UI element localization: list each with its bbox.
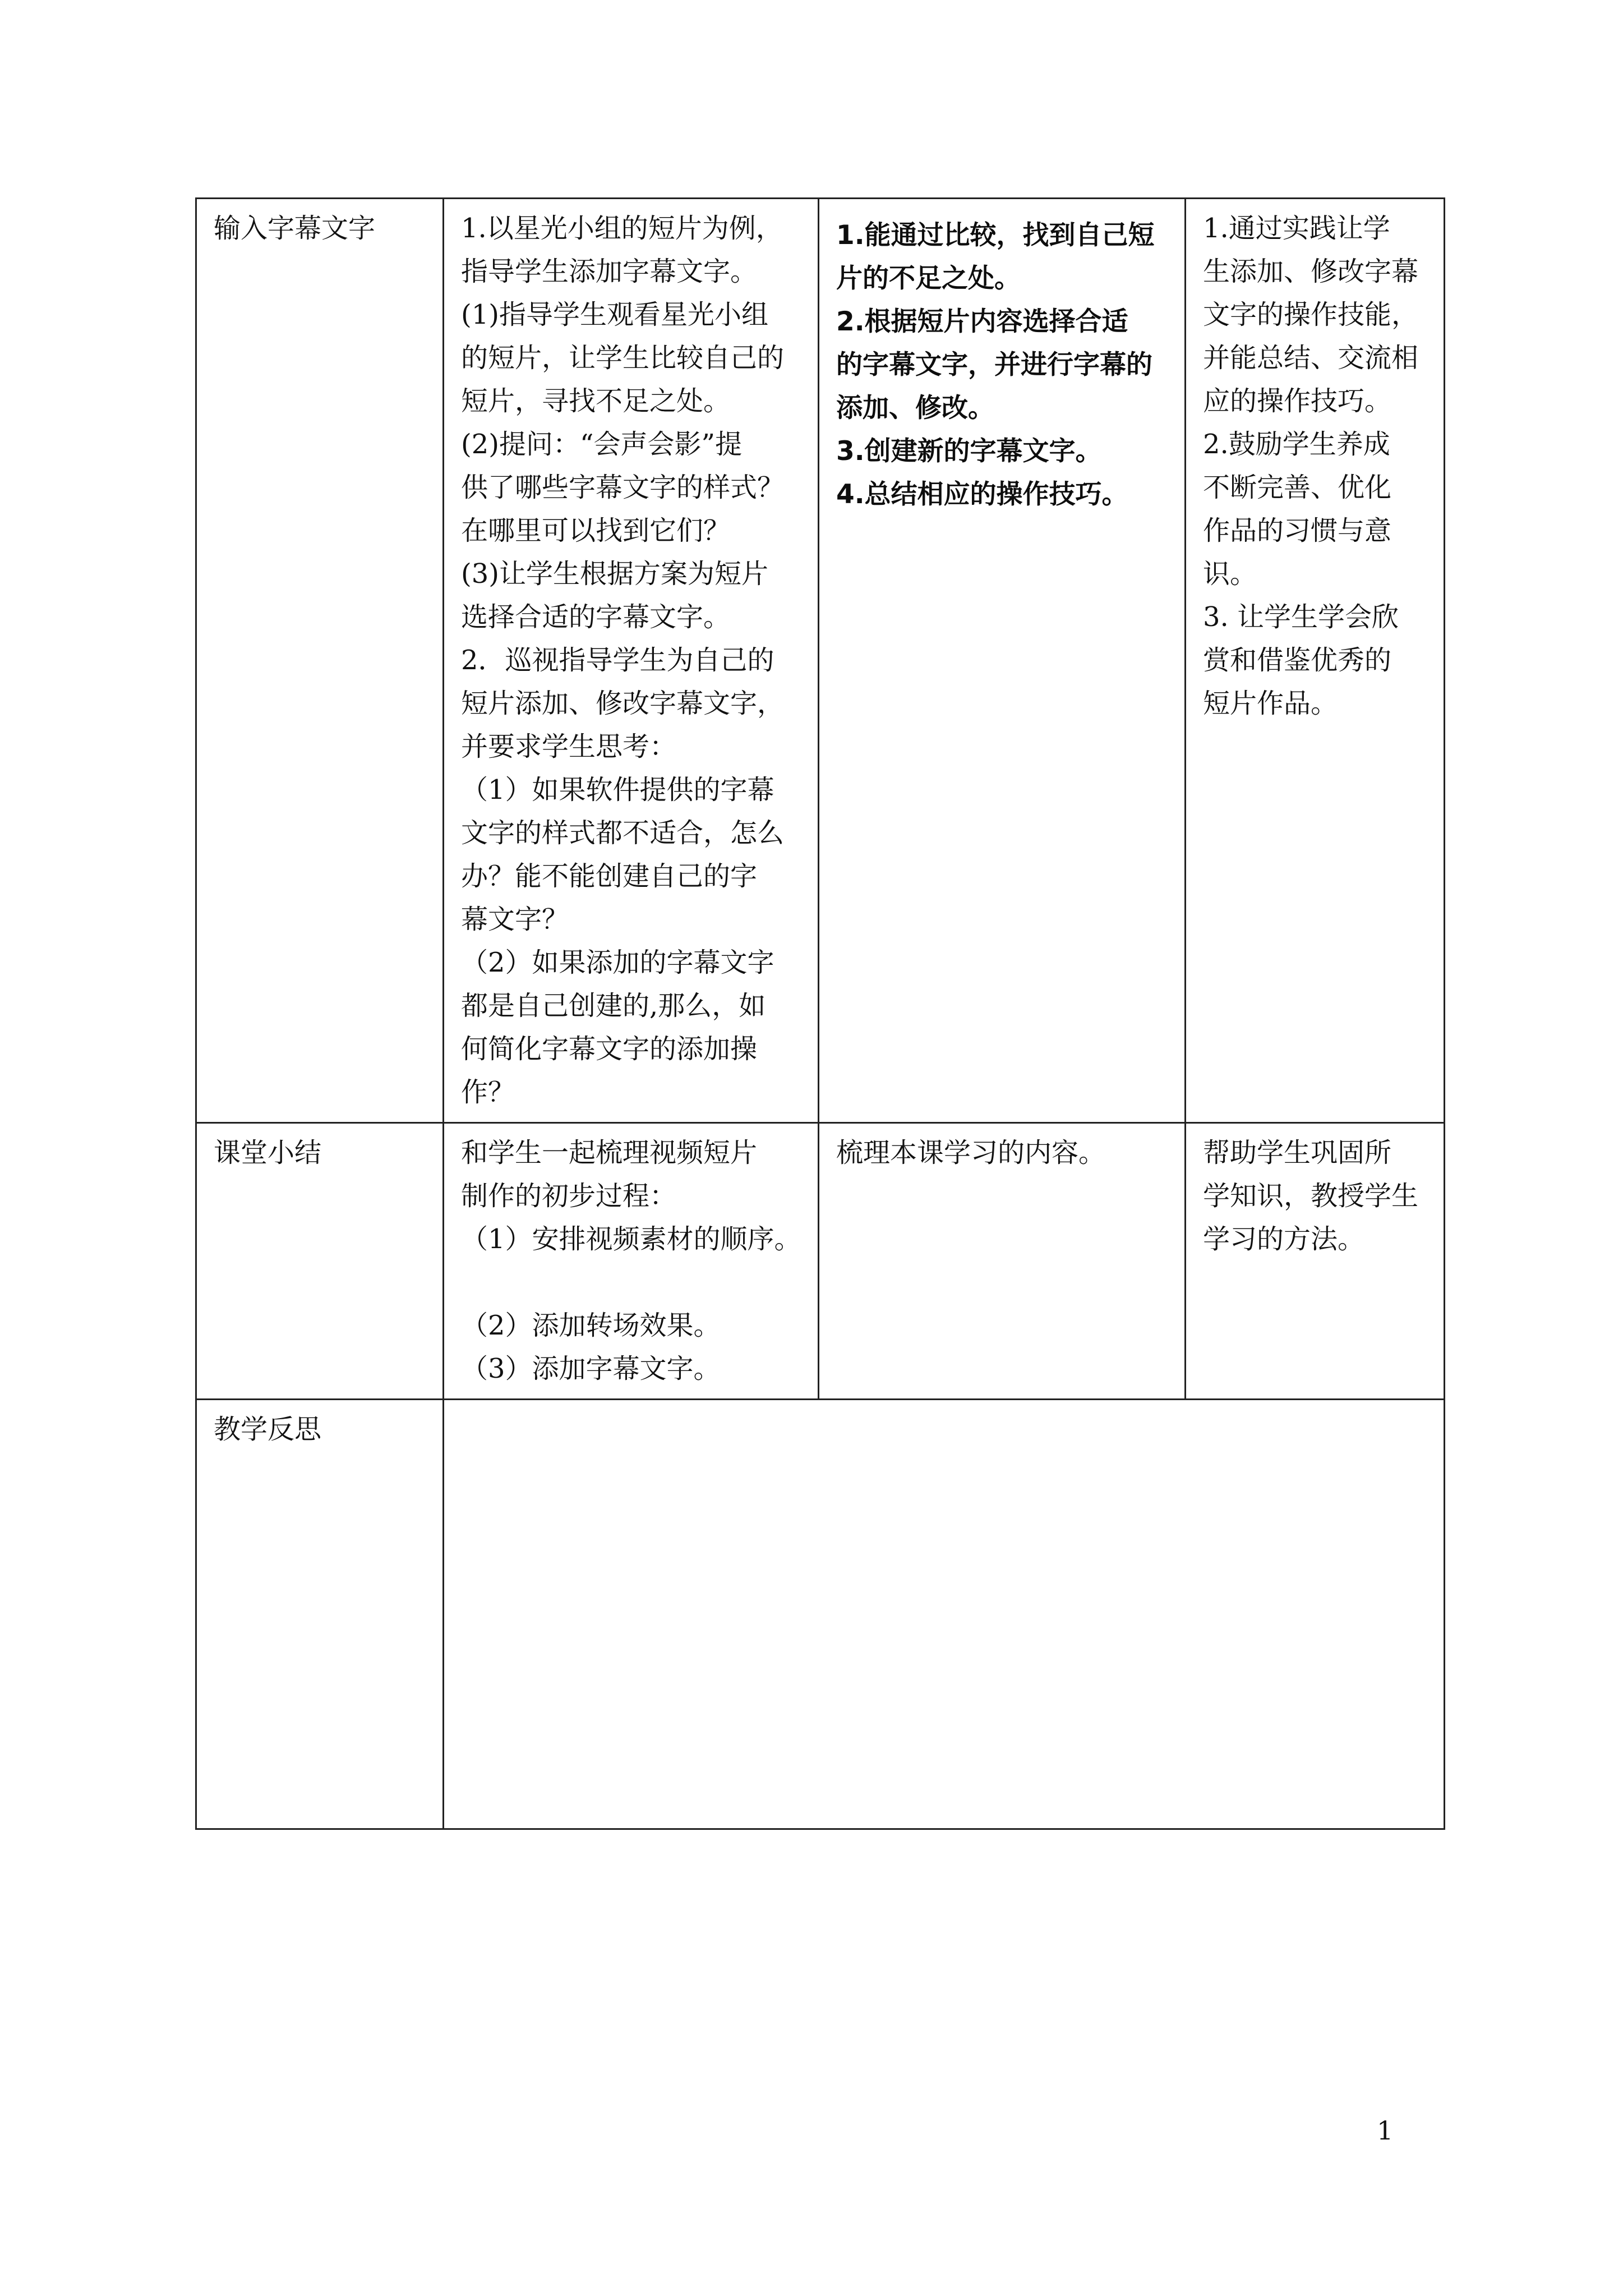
cell-text-line: 短片添加、修改字幕文字， [461,688,785,719]
cell-text-line: 短片作品。 [1203,688,1338,719]
design-intent-cell [1186,1123,1445,1400]
cell-text-line: 在哪里可以找到它们？ [461,515,731,546]
cell-text-line: 学习的方法。 [1203,1223,1365,1255]
cell-text-line: 作？ [461,1076,515,1108]
blank-line [461,1261,803,1304]
cell-text-line: (3)让学生根据方案为短片 [461,558,768,590]
cell-text-line: （2）添加转场效果。 [461,1310,721,1341]
cell-text-line: 不断完善、优化 [1203,472,1392,503]
cell-text-line: 短片，寻找不足之处。 [461,385,731,417]
stage-label: 输入字幕文字 [214,213,376,244]
cell-text-line: 3.创建新的字幕文字。 [836,436,1102,467]
table-row [196,199,1445,1123]
page-number: 1 [1377,2115,1394,2146]
cell-text-line: 的短片，让学生比较自己的 [461,342,785,374]
cell-text-line: 生添加、修改字幕 [1203,256,1419,287]
cell-text-line: (1)指导学生观看星光小组 [461,299,768,330]
cell-text-line: 识。 [1203,558,1257,590]
cell-text-line: （3）添加字幕文字。 [461,1353,721,1384]
stage-cell [196,199,444,1123]
cell-text-line: 选择合适的字幕文字。 [461,601,731,633]
cell-text-line: 2．巡视指导学生为自己的 [461,645,774,676]
cell-text-line: 何简化字幕文字的添加操 [461,1033,758,1065]
cell-text-line: 和学生一起梳理视频短片 [461,1137,758,1168]
cell-text-line: 办？能不能创建自己的字 [461,861,758,892]
cell-text-line: 供了哪些字幕文字的样式？ [461,472,785,503]
cell-text-line: 文字的样式都不适合，怎么 [461,817,785,849]
cell-text-line: 片的不足之处。 [836,263,1021,294]
cell-text-line: 2.鼓励学生养成 [1203,429,1390,460]
teacher-activity-cell [444,1123,819,1400]
cell-text-line: 都是自己创建的,那么，如 [461,990,766,1022]
cell-text-line: 的字幕文字，并进行字幕的 [836,349,1152,380]
lesson-plan-table [195,197,1445,1830]
cell-text-line: (2)提问：“会声会影”提 [461,429,743,460]
teacher-activity-cell [444,199,819,1123]
table-row [196,1123,1445,1400]
cell-text-line: 梳理本课学习的内容。 [836,1137,1106,1168]
cell-text-line: 幕文字？ [461,904,569,935]
cell-text-line: 并能总结、交流相 [1203,342,1419,374]
cell-text-line: 1.以星光小组的短片为例， [461,213,783,244]
stage-label: 教学反思 [214,1414,322,1445]
cell-text-line: （1）安排视频素材的顺序。 [461,1223,801,1255]
cell-text-line: （2）如果添加的字幕文字 [461,947,774,978]
cell-text-line: 2.根据短片内容选择合适 [836,306,1128,337]
cell-text-line: 文字的操作技能， [1203,299,1419,330]
reflection-cell [444,1400,1445,1829]
cell-text-line: 赏和借鉴优秀的 [1203,645,1392,676]
cell-text-line: 学知识，教授学生 [1203,1180,1419,1212]
cell-text-line: 帮助学生巩固所 [1203,1137,1392,1168]
cell-text-line: （1）如果软件提供的字幕 [461,774,774,806]
cell-text-line: 应的操作技巧。 [1203,385,1392,417]
cell-text-line: 并要求学生思考： [461,731,677,762]
cell-text-line: 1.能通过比较，找到自己短 [836,220,1155,251]
cell-text-line: 作品的习惯与意 [1203,515,1392,546]
table-row [196,1400,1445,1829]
cell-text-line: 1.通过实践让学 [1203,213,1390,244]
student-activity-cell [819,199,1186,1123]
student-activity-cell [819,1123,1186,1400]
design-intent-cell [1186,199,1445,1123]
cell-text-line: 制作的初步过程： [461,1180,677,1212]
stage-label: 课堂小结 [214,1137,322,1168]
stage-cell [196,1123,444,1400]
cell-text-line: 添加、修改。 [836,393,994,424]
cell-text-line: 3. 让学生学会欣 [1203,601,1399,633]
cell-text-line: 指导学生添加字幕文字。 [461,256,758,287]
stage-cell [196,1400,444,1829]
cell-text-line: 4.总结相应的操作技巧。 [836,479,1128,510]
